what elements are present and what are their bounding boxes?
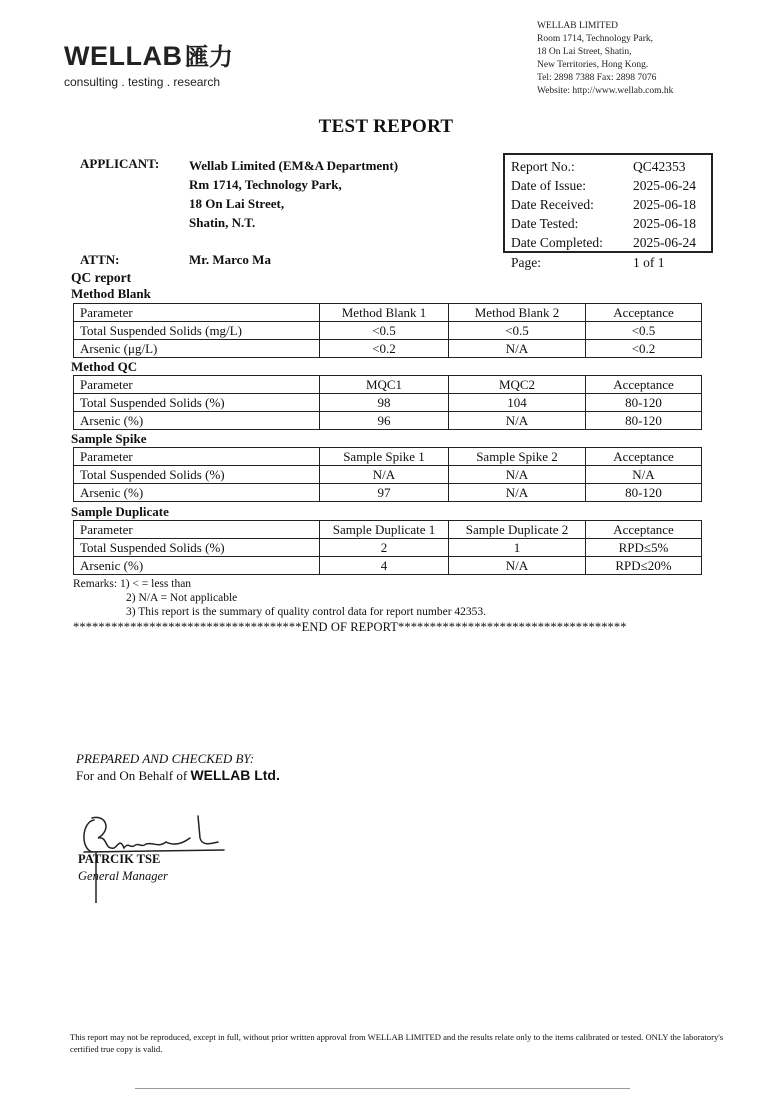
report-info-value: 2025-06-24 <box>633 178 696 193</box>
value-cell: N/A <box>449 412 586 430</box>
on-behalf-line <box>76 767 280 784</box>
parameter-cell: Arsenic (%) <box>74 484 320 502</box>
acceptance-cell: RPD≤20% <box>586 557 702 575</box>
parameter-cell: Total Suspended Solids (mg/L) <box>74 322 320 340</box>
table-row <box>74 394 702 412</box>
report-info-row <box>511 214 696 233</box>
report-info-label: Date Completed: <box>511 235 603 250</box>
value-cell: <0.2 <box>320 340 449 358</box>
report-info-value: 2025-06-18 <box>633 216 696 231</box>
value-cell: N/A <box>320 466 449 484</box>
table-row <box>74 484 702 502</box>
value-cell: 2 <box>320 539 449 557</box>
section-title-sample-spike: Sample Spike <box>71 431 147 446</box>
parameter-cell: Arsenic (μg/L) <box>74 340 320 358</box>
company-contact-block <box>537 20 673 98</box>
value-cell: 4 <box>320 557 449 575</box>
logo-chinese-characters: 匯力 <box>185 43 233 71</box>
attn-label: ATTN: <box>80 252 120 267</box>
footer-disclaimer: This report may not be reproduced, except in full, without prior written approval from WELLAB LIMITED and the results relate only to the items calibrated or tested. ONLY the laboratory's certified true copy is valid. <box>70 1032 724 1054</box>
header-cell: Acceptance <box>586 448 702 466</box>
report-info-label: Date Tested: <box>511 216 579 231</box>
header-cell: Parameter <box>74 448 320 466</box>
report-info-label: Date Received: <box>511 197 594 212</box>
acceptance-cell: 80-120 <box>586 484 702 502</box>
method-qc-table <box>73 375 702 430</box>
on-behalf-prefix: For and On Behalf of <box>76 768 188 783</box>
parameter-cell: Total Suspended Solids (%) <box>74 466 320 484</box>
report-info-row <box>511 233 696 252</box>
report-info-label: Date of Issue: <box>511 178 586 193</box>
report-info-value: QC42353 <box>633 159 686 174</box>
report-info-value: 2025-06-18 <box>633 197 696 212</box>
applicant-line: Rm 1714, Technology Park, <box>189 177 342 192</box>
report-info-label: Report No.: <box>511 159 575 174</box>
table-row <box>74 466 702 484</box>
method-blank-table <box>73 303 702 358</box>
sample-duplicate-table <box>73 520 702 575</box>
company-address-line: 18 On Lai Street, Shatin, <box>537 47 632 57</box>
header-cell: Method Blank 2 <box>449 304 586 322</box>
acceptance-cell: <0.5 <box>586 322 702 340</box>
remarks <box>73 577 486 619</box>
signatory-title: General Manager <box>78 869 168 883</box>
value-cell: N/A <box>449 484 586 502</box>
acceptance-cell: 80-120 <box>586 394 702 412</box>
logo-tagline: consulting . testing . research <box>64 75 221 89</box>
applicant-address <box>189 156 398 232</box>
company-website: Website: http://www.wellab.com.hk <box>537 86 674 96</box>
value-cell: N/A <box>449 340 586 358</box>
value-cell: <0.5 <box>449 322 586 340</box>
value-cell: 97 <box>320 484 449 502</box>
footer-divider <box>135 1088 630 1089</box>
report-info-row <box>511 157 696 176</box>
value-cell: 96 <box>320 412 449 430</box>
remark-line: Remarks: 1) < = less than <box>73 578 192 590</box>
company-address-line: Room 1714, Technology Park, <box>537 34 654 44</box>
report-info-list <box>511 157 696 252</box>
acceptance-cell: 80-120 <box>586 412 702 430</box>
value-cell: N/A <box>449 557 586 575</box>
company-address-line: New Territories, Hong Kong. <box>537 60 649 70</box>
table-row <box>74 539 702 557</box>
table-header-row <box>74 304 702 322</box>
remark-line: 3) This report is the summary of quality control data for report number 42353. <box>126 606 487 618</box>
prepared-checked-label: PREPARED AND CHECKED BY: <box>76 751 255 766</box>
parameter-cell: Arsenic (%) <box>74 412 320 430</box>
table-header-row <box>74 521 702 539</box>
report-title: TEST REPORT <box>318 116 454 137</box>
page-value: 1 of 1 <box>633 255 665 270</box>
header-cell: Sample Duplicate 2 <box>449 521 586 539</box>
header-cell: Parameter <box>74 304 320 322</box>
header-cell: Parameter <box>74 521 320 539</box>
table-row <box>74 412 702 430</box>
section-title-method-blank: Method Blank <box>71 286 151 301</box>
page-label: Page: <box>511 255 541 270</box>
page-number <box>511 255 665 271</box>
header-cell: MQC1 <box>320 376 449 394</box>
value-cell: N/A <box>449 466 586 484</box>
company-phone-fax: Tel: 2898 7388 Fax: 2898 7076 <box>537 73 657 83</box>
table-header-row <box>74 376 702 394</box>
parameter-cell: Total Suspended Solids (%) <box>74 539 320 557</box>
header-cell: Sample Duplicate 1 <box>320 521 449 539</box>
parameter-cell: Total Suspended Solids (%) <box>74 394 320 412</box>
sample-spike-table <box>73 447 702 502</box>
attn-value: Mr. Marco Ma <box>189 252 271 267</box>
value-cell: 1 <box>449 539 586 557</box>
header-cell: Sample Spike 1 <box>320 448 449 466</box>
on-behalf-company: WELLAB Ltd. <box>190 767 280 783</box>
value-cell: 98 <box>320 394 449 412</box>
qc-report-label: QC report <box>71 270 132 285</box>
acceptance-cell: <0.2 <box>586 340 702 358</box>
value-cell: 104 <box>449 394 586 412</box>
company-name: WELLAB LIMITED <box>537 21 618 31</box>
applicant-line: 18 On Lai Street, <box>189 196 285 211</box>
table-header-row <box>74 448 702 466</box>
applicant-line: Wellab Limited (EM&A Department) <box>189 158 399 173</box>
table-row <box>74 557 702 575</box>
report-info-row <box>511 195 696 214</box>
table-row <box>74 322 702 340</box>
value-cell: <0.5 <box>320 322 449 340</box>
acceptance-cell: RPD≤5% <box>586 539 702 557</box>
acceptance-cell: N/A <box>586 466 702 484</box>
section-title-method-qc: Method QC <box>71 359 138 374</box>
header-cell: Acceptance <box>586 304 702 322</box>
end-of-report-line: ************************************END OF REPORT************************************ <box>73 620 627 634</box>
header-cell: MQC2 <box>449 376 586 394</box>
applicant-label: APPLICANT: <box>80 156 160 171</box>
header-cell: Acceptance <box>586 521 702 539</box>
table-row <box>74 340 702 358</box>
applicant-line: Shatin, N.T. <box>189 215 256 230</box>
report-info-row <box>511 176 696 195</box>
section-title-sample-duplicate: Sample Duplicate <box>71 504 169 519</box>
report-info-value: 2025-06-24 <box>633 235 696 250</box>
parameter-cell: Arsenic (%) <box>74 557 320 575</box>
header-cell: Parameter <box>74 376 320 394</box>
logo-wordmark: WELLAB <box>64 41 183 71</box>
header-cell: Sample Spike 2 <box>449 448 586 466</box>
signatory-name: PATRCIK TSE <box>78 852 161 866</box>
header-cell: Acceptance <box>586 376 702 394</box>
remark-line: 2) N/A = Not applicable <box>126 592 238 604</box>
header-cell: Method Blank 1 <box>320 304 449 322</box>
